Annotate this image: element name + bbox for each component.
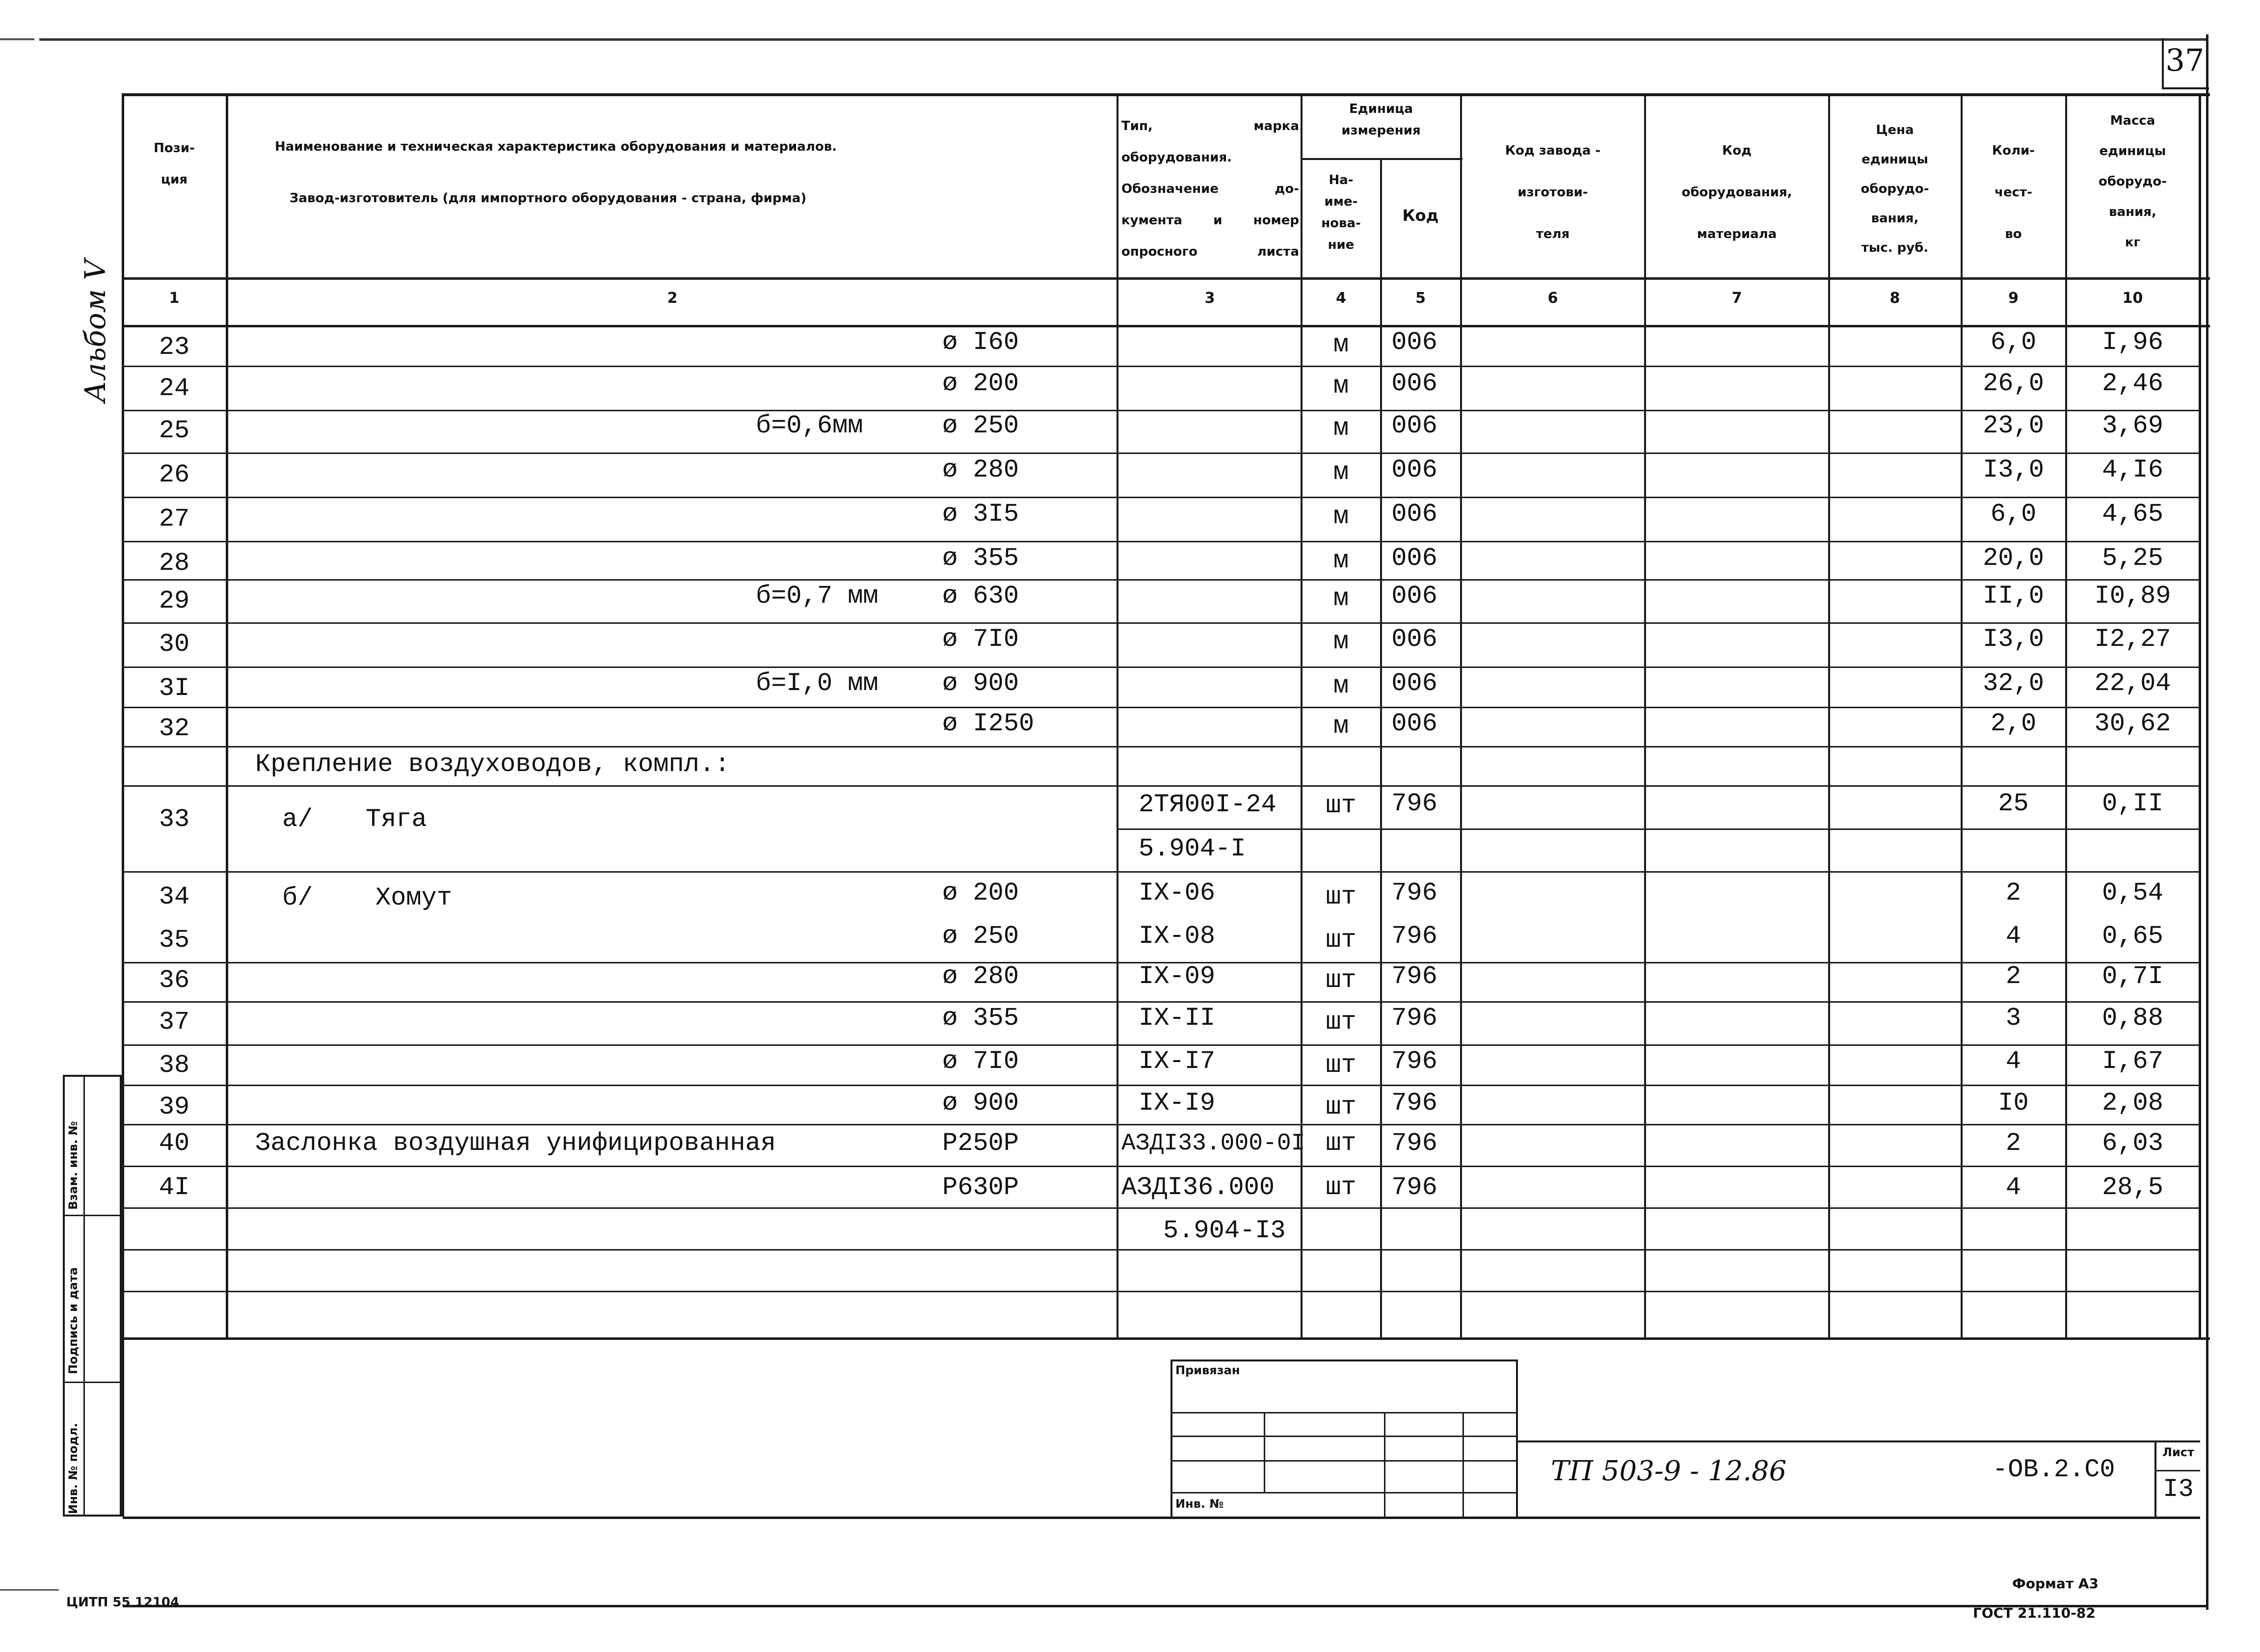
item-name: Заслонка воздушная унифицированная [255,1129,776,1158]
fastening-title: Крепление воздуховодов, компл.: [255,750,730,779]
item-unit-code: 006 [1391,544,1437,573]
item-unit-code: 796 [1391,1004,1437,1033]
row-position: 27 [159,505,190,533]
row-position: 25 [159,416,190,445]
item-unit: м [1333,546,1349,575]
row-position: 4I [159,1173,190,1202]
stamp-inv-label: Инв. № [1175,1497,1224,1511]
row-position: 37 [159,1008,190,1037]
diameter: ø 280 [942,455,1019,484]
item-unit-code: 006 [1391,669,1437,698]
item-type: IХ-I7 [1139,1047,1216,1076]
diameter: ø 7I0 [942,1047,1019,1076]
item-mass: I2,27 [2094,625,2171,654]
header-name-line1: Наименование и техническая характеристика оборудования и материалов. [275,139,837,154]
diameter: ø 250 [942,411,1019,440]
item-unit: м [1333,502,1349,531]
col-number: 1 [169,290,180,307]
item-mass: 22,04 [2094,669,2171,698]
item-type-doc: 5.904-I3 [1163,1216,1286,1245]
item-mass: I0,89 [2094,582,2171,611]
row-position: 32 [159,714,190,743]
item-mark: Р250Р [942,1129,1019,1158]
item-unit: шт [1326,1051,1356,1080]
item-qty: 32,0 [1983,669,2044,698]
header-position: Пози- ция [154,141,195,187]
diameter: ø 7I0 [942,625,1019,654]
item-name: Тяга [366,805,427,834]
item-qty: I3,0 [1983,455,2044,484]
sheet-label: Лист [2162,1445,2194,1459]
item-label-a: а/ [282,805,313,834]
header-unit: Единица измерения [1341,102,1421,138]
item-unit: шт [1326,791,1356,820]
col-number: 5 [1415,290,1426,307]
item-mass: 30,62 [2094,709,2171,738]
col-number: 7 [1731,290,1742,307]
header-factory-code: Код завода - изготови- теля [1505,143,1601,241]
item-unit: шт [1326,882,1356,911]
item-unit: шт [1326,1173,1356,1202]
diameter: ø 200 [942,879,1019,907]
item-type: IХ-II [1139,1004,1216,1033]
header-mass: Масса единицы оборудо- вания, кг [2098,113,2167,250]
item-unit: м [1333,414,1349,443]
item-unit-code: 006 [1391,582,1437,611]
item-unit-code: 006 [1391,625,1437,654]
item-unit-code: 006 [1391,709,1437,738]
header-unit-code: Код [1402,206,1439,225]
item-unit-code: 796 [1391,789,1437,818]
col-number: 2 [667,290,678,307]
item-type: IХ-09 [1139,962,1216,991]
diameter: ø 200 [942,369,1019,398]
item-mass: 5,25 [2102,544,2163,573]
item-type: АЗДI36.000 [1121,1173,1275,1202]
row-position: 3I [159,674,190,703]
document-code: ТП 503-9 - 12.86 [1551,1455,1787,1487]
item-qty: 3 [2005,1004,2021,1033]
item-qty: 26,0 [1983,369,2044,398]
col-number: 6 [1547,290,1558,307]
diameter: ø 900 [942,1089,1019,1118]
side-label-original-inv: Инв. № подл. [66,1423,80,1514]
col-number: 4 [1336,290,1346,307]
footer-gost: ГОСТ 21.110-82 [1973,1605,2096,1621]
item-mass: 0,54 [2102,879,2163,907]
item-unit-code: 796 [1391,1047,1437,1076]
side-label-signature-date: Подпись и дата [66,1267,80,1374]
col-number: 3 [1204,290,1215,307]
item-qty: 4 [2005,1047,2021,1076]
item-unit: шт [1326,1129,1356,1158]
col-number: 10 [2122,290,2143,307]
item-qty: 2 [2005,879,2021,907]
item-unit-code: 006 [1391,500,1437,529]
item-mass: 4,65 [2102,500,2163,529]
row-position: 26 [159,460,190,489]
item-unit: шт [1326,1008,1356,1037]
item-qty: 20,0 [1983,544,2044,573]
item-qty: II,0 [1983,582,2044,611]
clamp-label-a: б/ [282,883,313,912]
item-mass: 0,II [2102,789,2163,818]
item-mass: 2,08 [2102,1089,2163,1118]
item-type: IХ-06 [1139,879,1216,907]
row-position: 40 [159,1129,190,1158]
thickness-note: б=0,6мм [756,411,863,440]
item-mass: 0,88 [2102,1004,2163,1033]
diameter: ø 630 [942,582,1019,611]
item-mass: I,67 [2102,1047,2163,1076]
row-position: 23 [159,333,190,362]
item-mass: 3,69 [2102,411,2163,440]
header-price: Цена единицы оборудо- вания, тыс. руб. [1861,123,1929,255]
row-position: 34 [159,882,190,911]
item-mass: 0,65 [2102,922,2163,951]
item-qty: 25 [1998,789,2029,818]
header-quantity: Коли- чест- во [1992,143,2035,241]
item-type: IХ-08 [1139,922,1216,951]
header-equipment-code: Код оборудования, материала [1681,143,1792,241]
header-unit-name: На- име- нова- ние [1321,173,1361,252]
diameter: ø 3I5 [942,500,1019,529]
item-unit-code: 796 [1391,1129,1437,1158]
sheet-number: I3 [2163,1475,2194,1504]
item-unit-code: 006 [1391,369,1437,398]
item-qty: I3,0 [1983,625,2044,654]
item-qty: 6,0 [1990,500,2037,529]
item-unit: м [1333,671,1349,700]
diameter: ø 280 [942,962,1019,991]
item-unit-code: 796 [1391,1173,1437,1202]
row-position: 35 [159,926,190,955]
diameter: ø I60 [942,328,1019,357]
diameter: ø 355 [942,544,1019,573]
row-position: 24 [159,374,190,403]
col-number: 9 [2008,290,2019,307]
side-label-replaced-inv: Взам. инв. № [66,1121,80,1210]
item-qty: 23,0 [1983,411,2044,440]
item-mass: 4,I6 [2102,455,2163,484]
item-unit-code: 796 [1391,879,1437,907]
item-unit-code: 796 [1391,1089,1437,1118]
item-unit: м [1333,584,1349,613]
item-mass: I,96 [2102,328,2163,357]
item-unit: м [1333,627,1349,656]
item-type: IХ-I9 [1139,1089,1216,1118]
item-unit-code: 796 [1391,962,1437,991]
document-suffix: -ОВ.2.С0 [1993,1455,2115,1484]
col-number: 8 [1889,290,1900,307]
diameter: ø I250 [942,709,1035,738]
item-qty: 4 [2005,922,2021,951]
row-position: 28 [159,549,190,578]
item-unit: м [1333,330,1349,359]
item-mass: 2,46 [2102,369,2163,398]
item-qty: I0 [1998,1089,2029,1118]
item-unit: шт [1326,926,1356,955]
album-note: Альбом V [79,259,112,402]
header-type-mark: Тип, марка оборудования. Обозначение до- кумента и номер опросного листа [1121,119,1299,259]
row-position: 29 [159,586,190,615]
row-position: 38 [159,1051,190,1080]
row-position: 39 [159,1092,190,1121]
item-qty: 2 [2005,1129,2021,1158]
item-mark: Р630Р [942,1173,1019,1202]
stamp-attached-label: Привязан [1175,1363,1240,1377]
item-unit-code: 006 [1391,411,1437,440]
item-unit: м [1333,372,1349,400]
row-position: 30 [159,630,190,659]
thickness-note: б=0,7 мм [756,582,878,611]
item-type: 2ТЯ00I-24 [1139,790,1276,819]
item-qty: 2 [2005,962,2021,991]
item-qty: 6,0 [1990,328,2037,357]
thickness-note: б=I,0 мм [756,669,878,698]
item-unit: м [1333,458,1349,487]
item-unit-code: 796 [1391,922,1437,951]
item-unit-code: 006 [1391,455,1437,484]
diameter: ø 900 [942,669,1019,698]
item-mass: 6,03 [2102,1129,2163,1158]
item-unit: шт [1326,1092,1356,1121]
item-unit: м [1333,712,1349,741]
item-qty: 4 [2005,1173,2021,1202]
diameter: ø 250 [942,922,1019,951]
footer-format: Формат А3 [2012,1575,2099,1592]
diameter: ø 355 [942,1004,1019,1033]
item-unit: шт [1326,966,1356,995]
item-type-doc: 5.904-I [1139,834,1246,863]
row-position: 33 [159,805,190,834]
clamp-label-b: Хомут [375,883,452,912]
item-unit-code: 006 [1391,328,1437,357]
row-position: 36 [159,966,190,995]
header-name-line2: Завод-изготовитель (для импортного оборудования - страна, фирма) [290,191,807,206]
sheet-corner-number: 37 [2165,42,2205,78]
item-type: АЗДI33.000-0I [1121,1130,1305,1157]
footer-left: ЦИТП 55 12104 [66,1595,180,1610]
item-mass: 28,5 [2102,1173,2163,1202]
item-mass: 0,7I [2102,962,2163,991]
item-qty: 2,0 [1990,709,2037,738]
